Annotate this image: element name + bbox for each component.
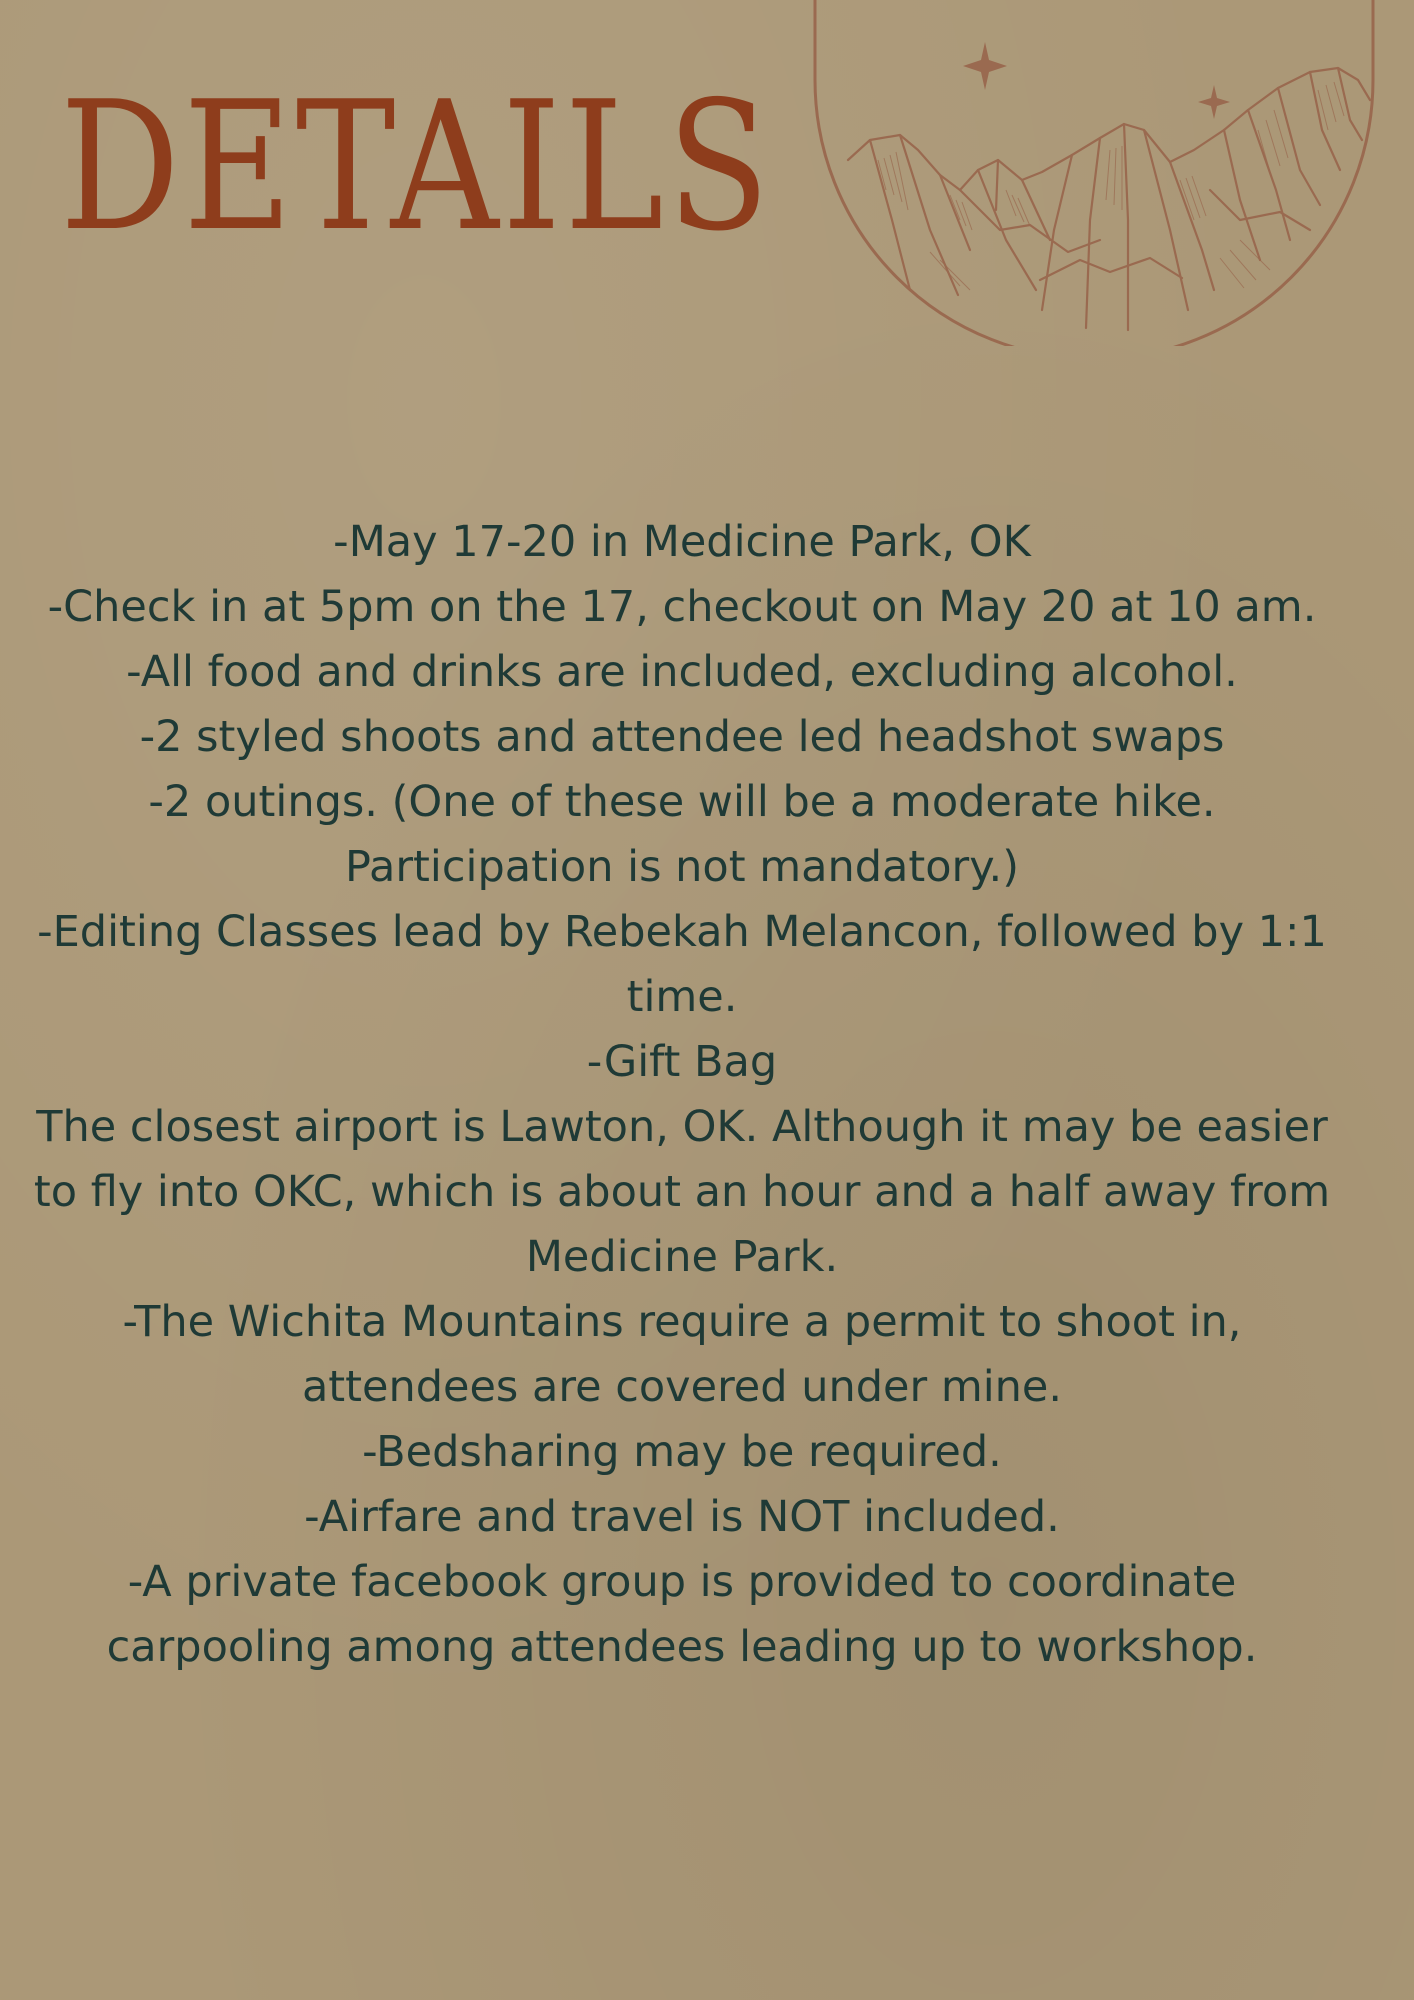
detail-line: -Check in at 5pm on the 17, checkout on May 20 at 10 am. [47, 582, 1317, 632]
detail-line: Participation is not mandatory.) [345, 842, 1019, 892]
detail-line: -Gift Bag [586, 1037, 778, 1087]
detail-line: -Editing Classes lead by Rebekah Melancon, followed by 1:1 [37, 907, 1327, 957]
sparkle-icon [963, 42, 1007, 90]
page-title: DETAILS [60, 63, 773, 270]
detail-line: -Bedsharing may be required. [362, 1427, 1002, 1477]
sparkle-icon [1198, 85, 1230, 119]
detail-line: -The Wichita Mountains require a permit to shoot in, [122, 1297, 1242, 1347]
details-list [0, 510, 1364, 1680]
detail-line: -2 styled shoots and attendee led headshot swaps [139, 712, 1225, 762]
detail-line: time. [626, 972, 738, 1022]
mountain-arch-icon [810, 0, 1378, 346]
detail-line: -All food and drinks are included, excluding alcohol. [126, 647, 1238, 697]
detail-line: The closest airport is Lawton, OK. Although it may be easier [36, 1102, 1328, 1152]
detail-line: to fly into OKC, which is about an hour and a half away from [33, 1167, 1331, 1217]
detail-line: -Airfare and travel is NOT included. [304, 1492, 1060, 1542]
detail-line: carpooling among attendees leading up to workshop. [106, 1622, 1258, 1672]
detail-line: Medicine Park. [525, 1232, 839, 1282]
detail-line: -May 17-20 in Medicine Park, OK [333, 517, 1031, 567]
detail-line: attendees are covered under mine. [301, 1362, 1063, 1412]
detail-line: -A private facebook group is provided to coordinate [127, 1557, 1237, 1607]
detail-line: -2 outings. (One of these will be a moderate hike. [148, 777, 1216, 827]
